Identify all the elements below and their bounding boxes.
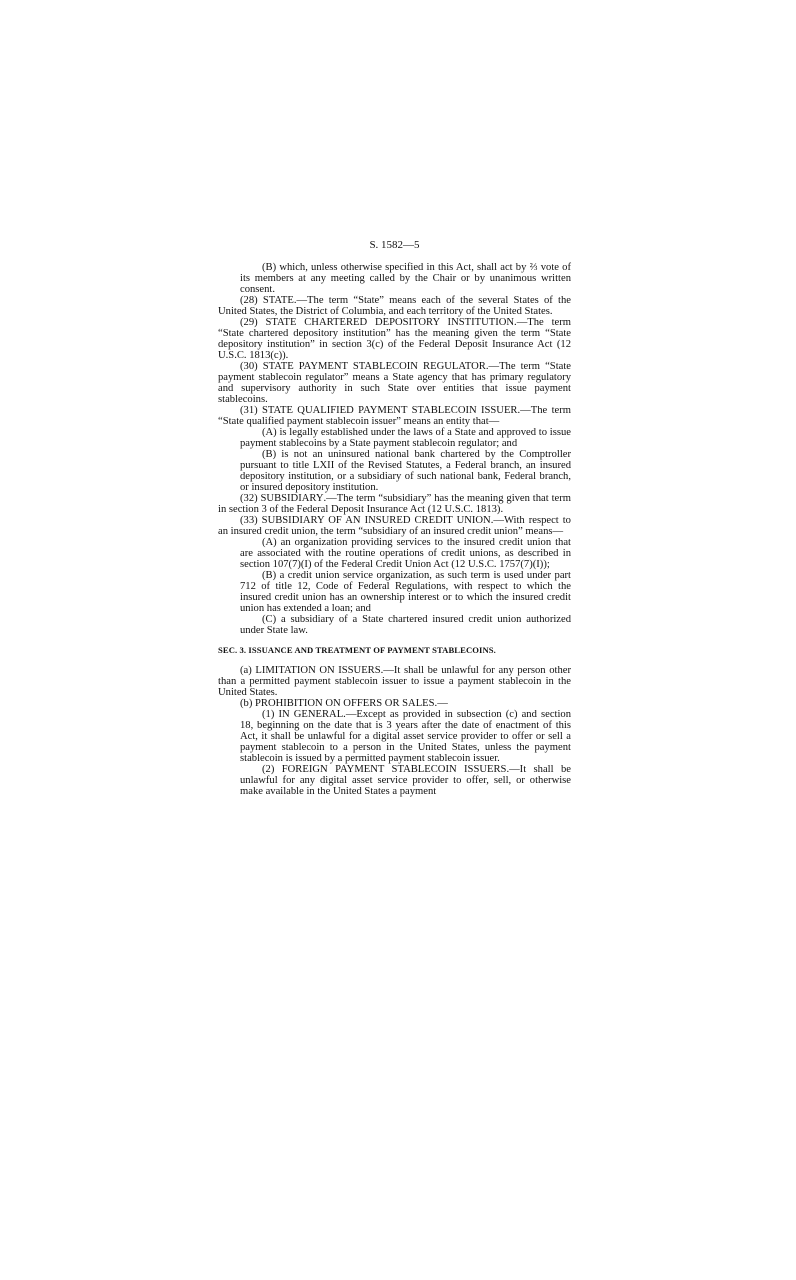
para-b2-title: OREIGN PAYMENT STABLECOIN ISSUERS (287, 764, 507, 775)
para-b1-text: .—Except as provided in subsection (c) and section 18, beginning on the date that is 3 years after the date of enactment of this Act, it shall be unlawful for a digital asset service provider to offer or sell a payment stablecoin to a person in the United States, unless the payment stablecoin is issued by a permitted payment stablecoin issuer. (240, 709, 572, 764)
paragraph-33 (218, 515, 571, 537)
para-b1-title: N GENERAL (281, 709, 344, 720)
page-header: S. 1582—5 (369, 239, 420, 251)
para-28-title: TATE (268, 295, 294, 306)
paragraph-33a: (A) an organization providing services to the insured credit union that are associated with the routine operations of credit unions, as described in section 107(7)(I) of the Federal Credit Union Act (12 U.S.C. 1757(7)(I)); (240, 537, 571, 570)
paragraph-28 (218, 295, 571, 317)
para-30-title: TATE PAYMENT STABLECOIN REGULATOR (268, 361, 486, 372)
para-b1-num: (1) I (262, 709, 282, 720)
paragraph-b1 (218, 709, 571, 764)
subsection-b-num: (b) P (240, 698, 261, 709)
subsection-b-text: .— (434, 698, 448, 709)
paragraph-32 (218, 493, 571, 515)
subsection-a-title: IMITATION ON ISSUERS (261, 665, 381, 676)
para-29-num: (29) S (240, 317, 272, 328)
subsection-b (218, 698, 571, 709)
para-32-text: .—The term “subsidiary” has the meaning given that term in section 3 of the Federal Deposit Insurance Act (12 U.S.C. 1813). (218, 493, 571, 515)
subsection-b-title: ROHIBITION ON OFFERS OR SALES (260, 698, 435, 709)
para-33-text: .—With respect to an insured credit union, the term “subsidiary of an insured credit union” means— (218, 515, 571, 537)
para-31-text: .—The term “State qualified payment stablecoin issuer” means an entity that— (218, 405, 571, 427)
para-29-text: .—The term “State chartered depository institution” has the meaning given the term “State depository institution” in section 3(c) of the Federal Deposit Insurance Act (12 U.S.C. 1813(c)). (218, 317, 571, 361)
para-29-title: TATE CHARTERED DEPOSITORY INSTITUTION (271, 317, 515, 328)
paragraph-27b: (B) which, unless otherwise specified in this Act, shall act by ⅔ vote of its members at any meeting called by the Chair or by unanimous written consent. (240, 262, 571, 295)
para-32-title: UBSIDIARY (266, 493, 324, 504)
para-30-text: .—The term “State payment stablecoin regulator” means a State agency that has primary regulatory and supervisory authority in such State over entities that issue payment stablecoins. (218, 361, 571, 405)
section-heading: SEC. 3. ISSUANCE AND TREATMENT OF PAYMENT STABLECOINS. (218, 645, 496, 655)
paragraph-31b: (B) is not an uninsured national bank chartered by the Comptroller pursuant to title LXII of the Revised Statutes, a Federal branch, an insured depository institution, or a subsidiary of such national bank, Federal branch, or insured depository institution. (240, 449, 571, 493)
para-33-title: UBSIDIARY OF AN INSURED CREDIT UNION (267, 515, 491, 526)
para-32-num: (32) S (240, 493, 267, 504)
paragraph-b2 (218, 764, 571, 797)
para-33-num: (33) S (240, 515, 268, 526)
paragraph-33b: (B) a credit union service organization, as such term is used under part 712 of title 12, Code of Federal Regulations, with respect to which the insured credit union has an ownership interest or to which the insured credit union has extended a loan; and (240, 570, 571, 614)
subsection-a-num: (a) L (240, 665, 262, 676)
para-31-num: (31) S (240, 405, 268, 416)
body-text (218, 262, 571, 797)
paragraph-30 (218, 361, 571, 405)
para-b2-num: (2) F (262, 764, 288, 775)
paragraph-33c: (C) a subsidiary of a State chartered insured credit union authorized under State law. (240, 614, 571, 636)
paragraph-31a: (A) is legally established under the laws of a State and approved to issue payment stablecoins by a State payment stablecoin regulator; and (240, 427, 571, 449)
para-31-title: TATE QUALIFIED PAYMENT STABLECOIN ISSUER (267, 405, 518, 416)
para-b2-text: .—It shall be unlawful for any digital asset service provider to offer, sell, or otherwise make available in the United States a payment (240, 764, 571, 797)
subsection-a-text: .—It shall be unlawful for any person other than a permitted payment stablecoin issuer to issue a payment stablecoin in the United States. (218, 665, 571, 698)
paragraph-29 (218, 317, 571, 361)
paragraph-31 (218, 405, 571, 427)
para-28-num: (28) S (240, 295, 269, 306)
para-30-num: (30) S (240, 361, 269, 372)
para-28-text: .—The term “State” means each of the several States of the United States, the District of Columbia, and each territory of the United States. (218, 295, 571, 317)
subsection-a (218, 665, 571, 698)
